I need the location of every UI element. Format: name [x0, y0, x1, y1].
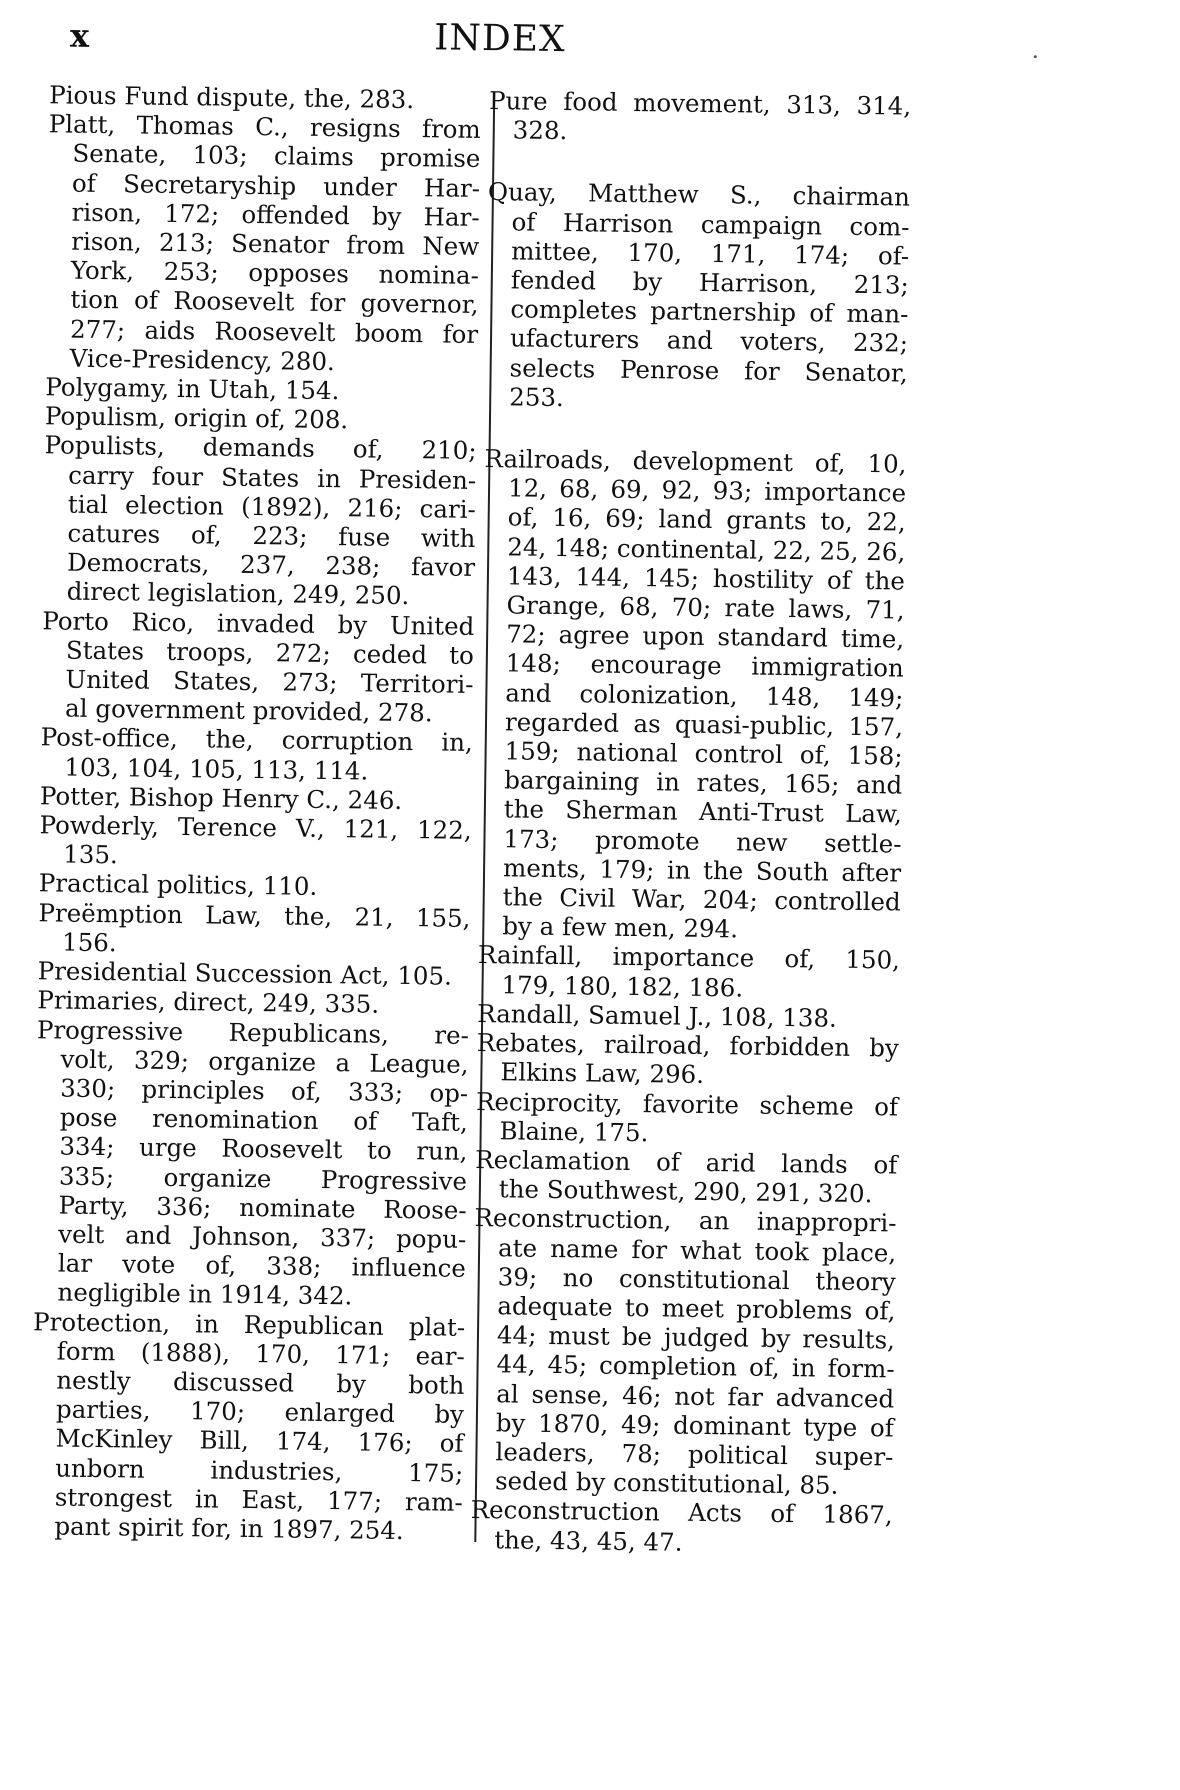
entry-continuation-line: 103, 104, 105, 113, 114.: [64, 752, 369, 786]
index-entry: [475, 1145, 898, 1209]
entry-continuation-line: rison, 172; offended by Har-: [71, 197, 480, 232]
entry-heading-line: Presidential Succession Act, 105.: [37, 956, 453, 991]
entry-continuation-line: ments, 179; in the South after: [502, 853, 902, 888]
entry-heading-line: Rainfall, importance of, 150,: [477, 940, 901, 975]
entry-continuation-line: pose renomination of Taft,: [59, 1102, 468, 1137]
entry-continuation-line: States troops, 272; ceded to: [65, 635, 475, 670]
entry-heading-line: Porto Rico, invaded by United: [42, 605, 475, 641]
index-entry: [38, 898, 471, 962]
entry-continuation-line: the Sherman Anti-Trust Law,: [503, 794, 903, 829]
index-entry: [41, 606, 474, 728]
entry-heading-line: Pious Fund dispute, the, 283.: [49, 80, 415, 115]
entry-continuation-line: 44, 45; completion of, in form-: [496, 1349, 895, 1384]
entry-heading-line: Protection, in Republican plat-: [32, 1306, 466, 1342]
entry-heading-line: Powderly, Terence V., 121, 122,: [39, 810, 472, 845]
entry-continuation-line: completes partnership of man-: [510, 294, 909, 329]
left-column: [30, 80, 481, 1546]
entry-continuation-line: 143, 144, 145; hostility of the: [506, 561, 906, 596]
entry-heading-line: Reclamation of arid lands of: [475, 1144, 898, 1180]
entry-continuation-line: Grange, 68, 70; rate laws, 71,: [506, 590, 905, 625]
entry-continuation-line: pant spirit for, in 1897, 254.: [54, 1511, 404, 1546]
entry-continuation-line: ate name for what took place,: [497, 1232, 897, 1267]
entry-heading-line: Reconstruction, an inappropri-: [474, 1203, 897, 1238]
entry-continuation-line: tial election (1892), 216; cari-: [67, 489, 476, 524]
entry-continuation-line: adequate to meet problems of,: [497, 1291, 896, 1326]
index-entry: [33, 1015, 469, 1313]
entry-heading-line: Populists, demands of, 210;: [44, 430, 477, 466]
entry-continuation-line: of Secretaryship under Har-: [71, 168, 481, 203]
entry-continuation-line: and colonization, 148, 149;: [505, 677, 904, 713]
entry-continuation-line: form (1888), 170, 171; ear-: [56, 1336, 465, 1371]
entry-continuation-line: by a few men, 294.: [502, 911, 739, 944]
entry-continuation-line: 334; urge Roosevelt to run,: [59, 1131, 468, 1167]
index-entry: [477, 940, 900, 1004]
entry-heading-line: Reciprocity, favorite scheme of: [475, 1086, 899, 1121]
entry-continuation-line: selects Penrose for Senator,: [509, 352, 908, 388]
index-entry: [43, 431, 477, 612]
entry-heading-line: Preëmption Law, the, 21, 155,: [38, 897, 471, 933]
entry-continuation-line: strongest in East, 177; ram-: [54, 1482, 463, 1517]
index-entry: [489, 86, 912, 150]
index-entry: [30, 1307, 465, 1546]
index-entry: [39, 810, 472, 874]
entry-heading-line: Practical politics, 110.: [38, 868, 318, 902]
entry-continuation-line: parties, 170; enlarged by: [55, 1394, 465, 1429]
entry-continuation-line: Senate, 103; claims promise: [72, 139, 481, 174]
entry-continuation-line: 173; promote new settle-: [503, 823, 902, 859]
entry-continuation-line: 148; encourage immigration: [505, 648, 904, 683]
entry-continuation-line: nestly discussed by both: [56, 1365, 465, 1400]
index-entry: [485, 177, 910, 416]
entry-continuation-line: United States, 273; Territori-: [65, 664, 474, 699]
entry-continuation-line: al sense, 46; not far advanced: [496, 1378, 895, 1414]
entry-continuation-line: 335; organize Progressive: [58, 1161, 468, 1196]
entry-continuation-line: 39; no constitutional theory: [497, 1261, 896, 1297]
entry-heading-line: Potter, Bishop Henry C., 246.: [39, 781, 403, 815]
entry-continuation-line: negligible in 1914, 342.: [57, 1277, 353, 1311]
entry-continuation-line: Blaine, 175.: [499, 1115, 649, 1147]
entry-heading-line: Quay, Matthew S., chairman: [487, 177, 911, 212]
entry-heading-line: Rebates, railroad, forbidden by: [476, 1028, 899, 1063]
entry-continuation-line: catures of, 223; fuse with: [67, 518, 476, 553]
entry-continuation-line: Party, 336; nominate Roose-: [58, 1190, 467, 1225]
entry-continuation-line: seded by constitutional, 85.: [494, 1466, 839, 1500]
index-entry: [40, 723, 473, 787]
entry-continuation-line: carry four States in Presiden-: [68, 460, 477, 495]
entry-continuation-line: of, 16, 69; land grants to, 22,: [507, 502, 906, 537]
right-column: [470, 86, 911, 1559]
entry-continuation-line: Democrats, 237, 238; favor: [66, 547, 476, 583]
entry-continuation-line: mittee, 170, 171, 174; of-: [511, 236, 910, 271]
entry-heading-line: Post-office, the, corruption in,: [40, 722, 473, 758]
index-entry: [475, 1086, 898, 1150]
entry-continuation-line: 328.: [512, 115, 568, 146]
entry-continuation-line: 277; aids Roosevelt boom for: [69, 314, 479, 349]
entry-continuation-line: the Southwest, 290, 291, 320.: [498, 1174, 873, 1209]
index-entry: [478, 444, 906, 946]
entry-heading-line: Reconstruction Acts of 1867,: [470, 1495, 893, 1530]
entry-continuation-line: tion of Roosevelt for governor,: [70, 285, 479, 320]
entry-continuation-line: 135.: [63, 839, 119, 870]
entry-heading-line: Railroads, development of, 10,: [484, 444, 907, 479]
entry-continuation-line: 44; must be judged by results,: [496, 1320, 896, 1355]
entry-heading-line: Progressive Republicans, re-: [36, 1014, 470, 1050]
entry-continuation-line: direct legislation, 249, 250.: [66, 577, 410, 611]
entry-continuation-line: 12, 68, 69, 92, 93; importance: [507, 473, 907, 508]
index-entry: [46, 110, 481, 378]
entry-heading-line: Primaries, direct, 249, 335.: [37, 985, 380, 1019]
entry-continuation-line: Vice-Presidency, 280.: [69, 343, 336, 376]
entry-continuation-line: al government provided, 278.: [64, 693, 433, 728]
entry-continuation-line: 156.: [61, 927, 117, 958]
entry-continuation-line: 24, 148; continental, 22, 25, 26,: [507, 531, 906, 567]
entry-continuation-line: York, 253; opposes nomina-: [70, 255, 480, 291]
page-number: x: [69, 16, 90, 55]
entry-continuation-line: of Harrison campaign com-: [511, 206, 910, 242]
entry-continuation-line: ufacturers and voters, 232;: [509, 323, 909, 358]
entry-continuation-line: by 1870, 49; dominant type of: [495, 1407, 895, 1443]
entry-continuation-line: the Civil War, 204; controlled: [502, 882, 901, 917]
entry-continuation-line: Elkins Law, 296.: [500, 1057, 705, 1090]
entry-continuation-line: unborn industries, 175;: [55, 1453, 464, 1488]
entry-continuation-line: leaders, 78; political super-: [495, 1437, 894, 1472]
entry-continuation-line: velt and Johnson, 337; popu-: [58, 1219, 467, 1254]
index-entry: [470, 1495, 893, 1559]
entry-continuation-line: 179, 180, 182, 186.: [501, 969, 744, 1003]
entry-continuation-line: rison, 213; Senator from New: [71, 226, 480, 261]
entry-continuation-line: lar vote of, 338; influence: [57, 1248, 467, 1283]
index-entry: [471, 1203, 897, 1501]
entry-continuation-line: regarded as quasi-public, 157,: [504, 707, 904, 742]
entry-continuation-line: McKinley Bill, 174, 176; of: [55, 1423, 464, 1459]
index-entry: [476, 1028, 899, 1092]
entry-continuation-line: 159; national control of, 158;: [504, 736, 903, 771]
entry-continuation-line: 72; agree upon standard time,: [505, 619, 905, 654]
entry-heading-line: Polygamy, in Utah, 154.: [45, 372, 340, 406]
entry-continuation-line: 330; principles of, 333; op-: [60, 1073, 469, 1108]
entry-heading-line: Populism, origin of, 208.: [44, 401, 349, 435]
entry-heading-line: Pure food movement, 313, 314,: [488, 86, 912, 121]
entry-heading-line: Platt, Thomas C., resigns from: [48, 109, 481, 145]
entry-continuation-line: bargaining in rates, 165; and: [504, 765, 903, 800]
entry-continuation-line: the, 43, 45, 47.: [494, 1524, 683, 1557]
entry-heading-line: Randall, Samuel J., 108, 138.: [477, 998, 838, 1033]
speck: [1034, 55, 1037, 58]
page-title: INDEX: [433, 17, 566, 61]
entry-continuation-line: volt, 329; organize a League,: [60, 1044, 469, 1079]
entry-continuation-line: 253.: [509, 382, 565, 412]
entry-continuation-line: fended by Harrison, 213;: [510, 265, 909, 300]
